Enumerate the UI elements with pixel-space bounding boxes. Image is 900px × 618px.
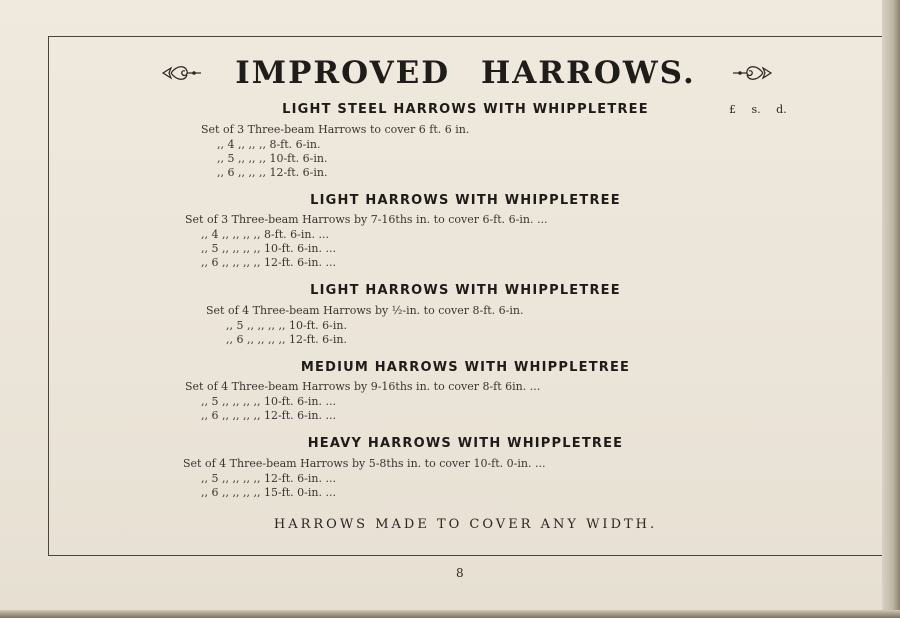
list-item: ,, 6 ,, ,, ,, ,, 15-ft. 0-in. ... (201, 486, 336, 499)
section-heading: LIGHT HARROWS WITH WHIPPLETREE (310, 283, 621, 298)
list-item: Set of 3 Three-beam Harrows by 7-16ths in. to cover 6-ft. 6-in. ... (185, 213, 548, 226)
list-item: ,, 5 ,, ,, ,, 10-ft. 6-in. (217, 152, 328, 165)
list-item: Set of 4 Three-beam Harrows by ½-in. to cover 8-ft. 6-in. (206, 304, 524, 317)
section-heading: MEDIUM HARROWS WITH WHIPPLETREE (300, 360, 631, 375)
section-medium (49, 360, 882, 375)
list-item: Set of 4 Three-beam Harrows by 5-8ths in. to cover 10-ft. 0-in. ... (183, 457, 546, 470)
list-item: ,, 5 ,, ,, ,, ,, 10-ft. 6-in. ... (201, 242, 336, 255)
list-item: ,, 4 ,, ,, ,, ,, 8-ft. 6-in. ... (201, 228, 329, 241)
shillings-label: s. (751, 103, 761, 116)
list-item: Set of 4 Three-beam Harrows by 9-16ths in. to cover 8-ft 6in. ... (185, 380, 541, 393)
section-light-2 (49, 283, 882, 298)
section-heavy (49, 436, 882, 451)
page-number: 8 (456, 566, 464, 580)
page-edge-bottom (0, 610, 900, 618)
pounds-label: £ (729, 103, 736, 116)
page-title-row (49, 55, 882, 91)
list-item: Set of 3 Three-beam Harrows to cover 6 ft. 6 in. (201, 123, 470, 136)
list-item: ,, 6 ,, ,, ,, ,, 12-ft. 6-in. ... (201, 409, 336, 422)
section-light-steel (49, 102, 882, 117)
page-title: IMPROVED HARROWS. (235, 55, 696, 91)
list-item: ,, 5 ,, ,, ,, ,, 12-ft. 6-in. ... (201, 472, 336, 485)
pence-label: d. (776, 103, 787, 116)
section-light-1 (49, 193, 882, 208)
section-heading: LIGHT HARROWS WITH WHIPPLETREE (310, 193, 621, 208)
section-heading: LIGHT STEEL HARROWS WITH WHIPPLETREE (282, 102, 649, 117)
footer-note: HARROWS MADE TO COVER ANY WIDTH. (273, 517, 658, 532)
section-heading: HEAVY HARROWS WITH WHIPPLETREE (307, 436, 624, 451)
list-item: ,, 6 ,, ,, ,, ,, 12-ft. 6-in. ... (201, 256, 336, 269)
list-item: ,, 6 ,, ,, ,, ,, 12-ft. 6-in. (226, 333, 347, 346)
page-edge (882, 0, 900, 618)
list-item: ,, 5 ,, ,, ,, ,, 10-ft. 6-in. ... (201, 395, 336, 408)
list-item: ,, 6 ,, ,, ,, 12-ft. 6-in. (217, 166, 328, 179)
list-item: ,, 4 ,, ,, ,, 8-ft. 6-in. (217, 138, 321, 151)
page-border (48, 36, 883, 556)
list-item: ,, 5 ,, ,, ,, ,, 10-ft. 6-in. (226, 319, 347, 332)
